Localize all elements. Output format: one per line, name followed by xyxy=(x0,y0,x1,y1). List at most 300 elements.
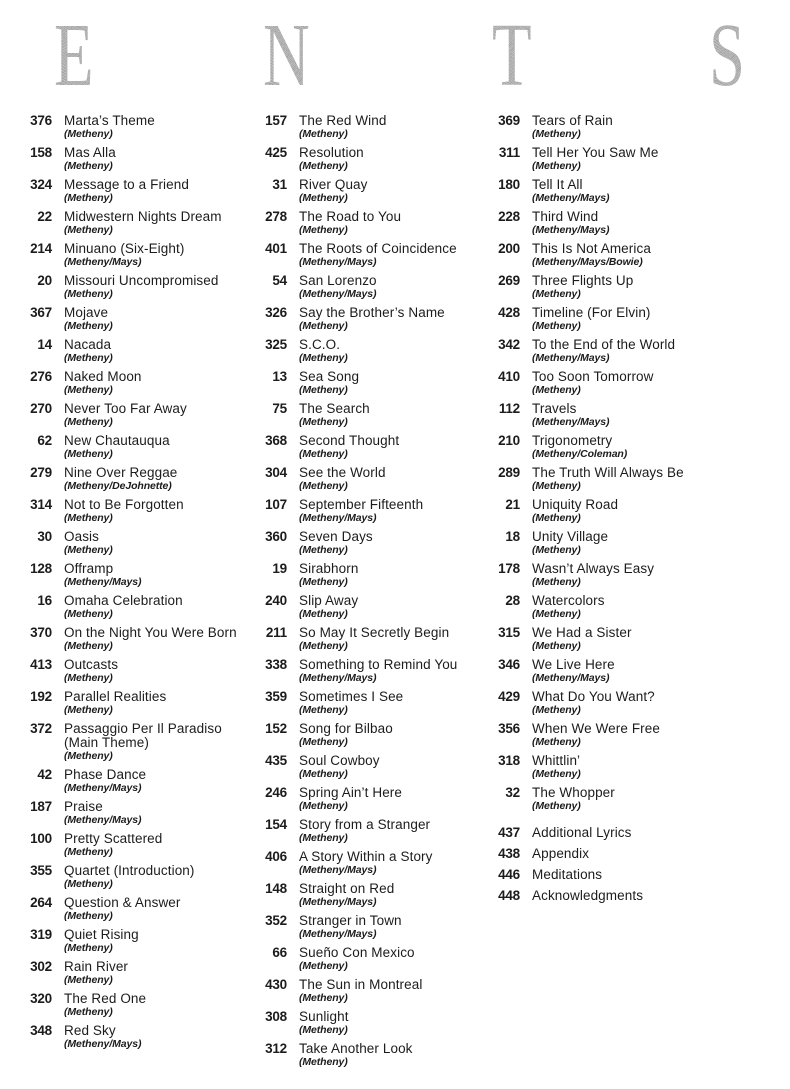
page-number: 429 xyxy=(498,689,520,704)
page-number: 315 xyxy=(498,625,520,640)
composer-credit: (Metheny) xyxy=(299,704,348,716)
entry-text xyxy=(64,832,248,858)
song-title: Rain River xyxy=(64,959,129,974)
composer-credit: (Metheny/Mays) xyxy=(532,192,610,204)
page-number: 157 xyxy=(265,113,287,128)
page-number: 152 xyxy=(265,721,287,736)
toc-entry xyxy=(12,274,248,300)
toc-entry xyxy=(247,530,494,556)
toc-entry xyxy=(480,210,746,236)
toc-entry xyxy=(480,306,746,332)
page-number: 448 xyxy=(498,888,520,903)
entry-text xyxy=(532,114,746,140)
toc-entry xyxy=(12,626,248,652)
song-title: Wasn’t Always Easy xyxy=(532,561,655,576)
entry-text xyxy=(532,868,746,882)
composer-credit: (Metheny) xyxy=(64,672,113,684)
composer-credit: (Metheny) xyxy=(532,512,581,524)
toc-entry xyxy=(12,530,248,556)
page-number: 264 xyxy=(30,895,52,910)
composer-credit: (Metheny/Mays) xyxy=(64,814,142,826)
composer-credit: (Metheny) xyxy=(299,192,348,204)
song-title: Phase Dance xyxy=(64,767,147,782)
song-title: Too Soon Tomorrow xyxy=(532,369,654,384)
composer-credit: (Metheny) xyxy=(532,608,581,620)
entry-text xyxy=(64,960,248,986)
page-number: 304 xyxy=(265,465,287,480)
entry-text xyxy=(532,847,746,861)
page-number: 14 xyxy=(37,337,52,352)
composer-credit: (Metheny) xyxy=(64,384,113,396)
toc-entry xyxy=(247,562,494,588)
song-title: Uniquity Road xyxy=(532,497,619,512)
song-title: Red Sky xyxy=(64,1023,116,1038)
entry-text xyxy=(64,434,248,460)
page-number: 31 xyxy=(272,177,287,192)
entry-text xyxy=(64,114,248,140)
page-number: 356 xyxy=(498,721,520,736)
toc-entry xyxy=(247,754,494,780)
page-number: 128 xyxy=(30,561,52,576)
composer-credit: (Metheny) xyxy=(532,128,581,140)
entry-text xyxy=(64,928,248,954)
entry-text xyxy=(299,818,494,844)
entry-text xyxy=(299,338,494,364)
song-title: Story from a Stranger xyxy=(299,817,431,832)
entry-text xyxy=(532,242,746,268)
toc-entry xyxy=(247,882,494,908)
page-number: 100 xyxy=(30,831,52,846)
toc-entry xyxy=(247,434,494,460)
toc-entry xyxy=(480,498,746,524)
toc-entry xyxy=(12,338,248,364)
page-number: 289 xyxy=(498,465,520,480)
page-number: 311 xyxy=(498,145,520,160)
page-number: 370 xyxy=(30,625,52,640)
toc-entry xyxy=(12,562,248,588)
entry-text xyxy=(532,146,746,172)
song-title: Omaha Celebration xyxy=(64,593,183,608)
song-title: Sea Song xyxy=(299,369,360,384)
song-title: Something to Remind You xyxy=(299,657,458,672)
composer-credit: (Metheny) xyxy=(64,750,113,762)
entry-text xyxy=(64,210,248,236)
entry-text xyxy=(299,1010,494,1036)
entry-text xyxy=(299,914,494,940)
page-number: 406 xyxy=(265,849,287,864)
song-title: This Is Not America xyxy=(532,241,651,256)
entry-text xyxy=(532,178,746,204)
toc-entry xyxy=(247,658,494,684)
composer-credit: (Metheny) xyxy=(64,544,113,556)
composer-credit: (Metheny) xyxy=(299,736,348,748)
composer-credit: (Metheny/Mays) xyxy=(532,352,610,364)
toc-entry xyxy=(247,850,494,876)
page-number: 352 xyxy=(265,913,287,928)
entry-text xyxy=(299,466,494,492)
entry-text xyxy=(64,530,248,556)
song-title: The Sun in Montreal xyxy=(299,977,423,992)
toc-entry xyxy=(247,402,494,428)
toc-entry xyxy=(12,498,248,524)
song-title: Spring Ain’t Here xyxy=(299,785,403,800)
composer-credit: (Metheny) xyxy=(299,128,348,140)
entry-text xyxy=(532,562,746,588)
entry-text xyxy=(64,306,248,332)
toc-entry xyxy=(12,114,248,140)
toc-entry xyxy=(480,722,746,748)
composer-credit: (Metheny/Mays) xyxy=(64,782,142,794)
song-title: Message to a Friend xyxy=(64,177,189,192)
heading-letter: E xyxy=(54,6,94,105)
song-title: Watercolors xyxy=(532,593,605,608)
entry-text xyxy=(299,498,494,524)
composer-credit: (Metheny) xyxy=(64,192,113,204)
composer-credit: (Metheny/Coleman) xyxy=(532,448,628,460)
entry-text xyxy=(299,306,494,332)
song-title: Offramp xyxy=(64,561,114,576)
song-title: Sirabhorn xyxy=(299,561,359,576)
composer-credit: (Metheny) xyxy=(532,704,581,716)
page-number: 112 xyxy=(498,401,520,416)
song-title: The Truth Will Always Be xyxy=(532,465,684,480)
song-title: Soul Cowboy xyxy=(299,753,380,768)
song-title: Quartet (Introduction) xyxy=(64,863,195,878)
composer-credit: (Metheny) xyxy=(532,320,581,332)
song-title: Trigonometry xyxy=(532,433,613,448)
page-number: 342 xyxy=(498,337,520,352)
toc-entry xyxy=(247,690,494,716)
composer-credit: (Metheny/Mays) xyxy=(532,672,610,684)
song-title: Midwestern Nights Dream xyxy=(64,209,222,224)
toc-entry xyxy=(12,402,248,428)
toc-entry xyxy=(247,146,494,172)
song-title: Three Flights Up xyxy=(532,273,634,288)
toc-entry xyxy=(247,338,494,364)
song-title: We Had a Sister xyxy=(532,625,632,640)
composer-credit: (Metheny) xyxy=(64,910,113,922)
entry-text xyxy=(532,466,746,492)
page-number: 158 xyxy=(30,145,52,160)
toc-entry xyxy=(12,466,248,492)
page-number: 21 xyxy=(505,497,520,512)
entry-text xyxy=(299,722,494,748)
page-number: 348 xyxy=(30,1023,52,1038)
toc-entry xyxy=(247,498,494,524)
page-number: 428 xyxy=(498,305,520,320)
toc-entry xyxy=(480,626,746,652)
entry-text xyxy=(299,594,494,620)
entry-text xyxy=(299,114,494,140)
toc-entry xyxy=(247,1042,494,1068)
entry-text xyxy=(299,658,494,684)
composer-credit: (Metheny) xyxy=(299,224,348,236)
page-number: 276 xyxy=(30,369,52,384)
song-title: The Red Wind xyxy=(299,113,387,128)
entry-text xyxy=(64,146,248,172)
toc-entry xyxy=(480,146,746,172)
composer-credit: (Metheny) xyxy=(532,384,581,396)
composer-credit: (Metheny) xyxy=(299,480,348,492)
entry-text xyxy=(64,992,248,1018)
composer-credit: (Metheny) xyxy=(299,800,348,812)
entry-text xyxy=(532,690,746,716)
page-number: 270 xyxy=(30,401,52,416)
entry-text xyxy=(299,978,494,1004)
entry-text xyxy=(532,722,746,748)
page-number: 154 xyxy=(265,817,287,832)
contents-heading xyxy=(0,0,790,112)
composer-credit: (Metheny) xyxy=(64,288,113,300)
entry-text xyxy=(299,690,494,716)
song-title: What Do You Want? xyxy=(532,689,655,704)
composer-credit: (Metheny) xyxy=(64,416,113,428)
entry-text xyxy=(299,530,494,556)
entry-text xyxy=(532,530,746,556)
entry-text xyxy=(532,402,746,428)
page-number: 228 xyxy=(498,209,520,224)
entry-text xyxy=(299,882,494,908)
composer-credit: (Metheny) xyxy=(299,416,348,428)
composer-credit: (Metheny) xyxy=(64,160,113,172)
composer-credit: (Metheny) xyxy=(299,448,348,460)
page-number: 279 xyxy=(30,465,52,480)
back-matter-section xyxy=(480,826,746,903)
song-title: Nacada xyxy=(64,337,112,352)
entry-text xyxy=(64,594,248,620)
toc-entry xyxy=(12,434,248,460)
song-title: Say the Brother’s Name xyxy=(299,305,445,320)
composer-credit: (Metheny/Mays) xyxy=(64,576,142,588)
entry-text xyxy=(64,800,248,826)
page-number: 318 xyxy=(498,753,520,768)
entry-text xyxy=(299,946,494,972)
song-title: The Search xyxy=(299,401,370,416)
page-number: 338 xyxy=(265,657,287,672)
composer-credit: (Metheny) xyxy=(64,320,113,332)
composer-credit: (Metheny/Mays) xyxy=(299,864,377,876)
song-title: Tell Her You Saw Me xyxy=(532,145,659,160)
page-number: 446 xyxy=(498,867,520,882)
toc-entry xyxy=(480,594,746,620)
page-number: 62 xyxy=(37,433,52,448)
page-number: 401 xyxy=(265,241,287,256)
song-title: Sueño Con Mexico xyxy=(299,945,415,960)
toc-entry xyxy=(480,242,746,268)
song-title: S.C.O. xyxy=(299,337,341,352)
heading-letter: T xyxy=(492,6,532,105)
heading-letter: N xyxy=(263,6,310,105)
toc-entry xyxy=(480,786,746,812)
toc-entry xyxy=(247,914,494,940)
song-title: San Lorenzo xyxy=(299,273,377,288)
composer-credit: (Metheny) xyxy=(532,288,581,300)
song-title: New Chautauqua xyxy=(64,433,170,448)
song-title: To the End of the World xyxy=(532,337,676,352)
composer-credit: (Metheny) xyxy=(532,768,581,780)
toc-entry xyxy=(12,722,248,762)
toc-entry xyxy=(480,658,746,684)
entry-text xyxy=(64,690,248,716)
toc-entry xyxy=(247,594,494,620)
song-title: Sunlight xyxy=(299,1009,349,1024)
composer-credit: (Metheny/Mays) xyxy=(299,288,377,300)
page-number: 413 xyxy=(30,657,52,672)
composer-credit: (Metheny/Mays) xyxy=(64,1038,142,1050)
toc-entry xyxy=(480,178,746,204)
page-number: 75 xyxy=(272,401,287,416)
composer-credit: (Metheny) xyxy=(299,960,348,972)
page-number: 214 xyxy=(30,241,52,256)
page-number: 438 xyxy=(498,846,520,861)
composer-credit: (Metheny) xyxy=(299,1024,348,1036)
composer-credit: (Metheny) xyxy=(532,544,581,556)
page-number: 30 xyxy=(37,529,52,544)
page-number: 437 xyxy=(498,825,520,840)
toc-entry xyxy=(480,847,746,861)
toc-column-3 xyxy=(480,114,746,910)
song-title: Outcasts xyxy=(64,657,119,672)
entry-text xyxy=(299,210,494,236)
song-title: The Road to You xyxy=(299,209,402,224)
composer-credit: (Metheny) xyxy=(299,768,348,780)
toc-entry xyxy=(12,242,248,268)
composer-credit: (Metheny) xyxy=(64,352,113,364)
toc-column-2 xyxy=(247,114,494,1074)
entry-text xyxy=(532,434,746,460)
song-title: Unity Village xyxy=(532,529,609,544)
composer-credit: (Metheny) xyxy=(532,640,581,652)
entry-text xyxy=(532,306,746,332)
composer-credit: (Metheny) xyxy=(299,608,348,620)
toc-entry xyxy=(480,114,746,140)
page-number: 22 xyxy=(37,209,52,224)
song-title: Slip Away xyxy=(299,593,359,608)
song-title: Third Wind xyxy=(532,209,599,224)
composer-credit: (Metheny) xyxy=(299,544,348,556)
page-number: 359 xyxy=(265,689,287,704)
toc-entry xyxy=(480,434,746,460)
composer-credit: (Metheny/Mays) xyxy=(299,672,377,684)
song-title: River Quay xyxy=(299,177,368,192)
song-title: Straight on Red xyxy=(299,881,395,896)
toc-entry xyxy=(480,370,746,396)
song-title: Additional Lyrics xyxy=(532,825,632,840)
toc-entry xyxy=(247,210,494,236)
page-number: 369 xyxy=(498,113,520,128)
toc-entry xyxy=(247,722,494,748)
song-title: Tell It All xyxy=(532,177,583,192)
song-title: Never Too Far Away xyxy=(64,401,187,416)
entry-text xyxy=(299,146,494,172)
page-number: 32 xyxy=(505,785,520,800)
entry-text xyxy=(299,370,494,396)
toc-entry xyxy=(247,626,494,652)
toc-entry xyxy=(247,178,494,204)
song-title: Travels xyxy=(532,401,577,416)
composer-credit: (Metheny) xyxy=(64,224,113,236)
song-title: Naked Moon xyxy=(64,369,142,384)
song-title: Quiet Rising xyxy=(64,927,139,942)
page-number: 326 xyxy=(265,305,287,320)
entry-text xyxy=(299,850,494,876)
page-number: 435 xyxy=(265,753,287,768)
page-number: 372 xyxy=(30,721,52,736)
entry-text xyxy=(532,274,746,300)
composer-credit: (Metheny/Mays) xyxy=(299,928,377,940)
toc-entry xyxy=(247,114,494,140)
composer-credit: (Metheny) xyxy=(299,384,348,396)
page-number: 178 xyxy=(498,561,520,576)
composer-credit: (Metheny) xyxy=(64,128,113,140)
song-title: Mojave xyxy=(64,305,109,320)
toc-entry xyxy=(12,992,248,1018)
composer-credit: (Metheny/Mays/Bowie) xyxy=(532,256,643,268)
toc-entry xyxy=(12,960,248,986)
song-title: Appendix xyxy=(532,846,590,861)
toc-entry xyxy=(247,274,494,300)
page-number: 367 xyxy=(30,305,52,320)
toc-entry xyxy=(480,274,746,300)
page-number: 325 xyxy=(265,337,287,352)
toc-column-1 xyxy=(12,114,248,1056)
toc-entry xyxy=(480,754,746,780)
page-number: 192 xyxy=(30,689,52,704)
song-title: When We Were Free xyxy=(532,721,660,736)
song-title: Question & Answer xyxy=(64,895,181,910)
composer-credit: (Metheny) xyxy=(299,640,348,652)
page-number: 210 xyxy=(498,433,520,448)
composer-credit: (Metheny) xyxy=(299,160,348,172)
page-number: 269 xyxy=(498,273,520,288)
composer-credit: (Metheny/Mays) xyxy=(532,224,610,236)
entry-text xyxy=(299,626,494,652)
song-title: The Red One xyxy=(64,991,147,1006)
composer-credit: (Metheny) xyxy=(64,878,113,890)
composer-credit: (Metheny) xyxy=(64,608,113,620)
toc-entry xyxy=(480,690,746,716)
entry-text xyxy=(64,466,248,492)
song-title: Not to Be Forgotten xyxy=(64,497,184,512)
page-number: 211 xyxy=(265,625,287,640)
toc-entry xyxy=(480,868,746,882)
toc-entry xyxy=(247,1010,494,1036)
composer-credit: (Metheny) xyxy=(532,160,581,172)
entry-text xyxy=(532,754,746,780)
song-title: Sometimes I See xyxy=(299,689,404,704)
composer-credit: (Metheny) xyxy=(64,974,113,986)
song-title: September Fifteenth xyxy=(299,497,424,512)
composer-credit: (Metheny) xyxy=(299,352,348,364)
composer-credit: (Metheny) xyxy=(532,576,581,588)
toc-entry xyxy=(247,946,494,972)
entry-text xyxy=(64,896,248,922)
toc-entry xyxy=(247,466,494,492)
entry-text xyxy=(532,370,746,396)
song-title: The Whopper xyxy=(532,785,615,800)
entry-text xyxy=(299,274,494,300)
composer-credit: (Metheny/Mays) xyxy=(299,256,377,268)
song-title: We Live Here xyxy=(532,657,615,672)
toc-entry xyxy=(12,146,248,172)
song-title: Nine Over Reggae xyxy=(64,465,178,480)
entry-text xyxy=(299,434,494,460)
song-title: Seven Days xyxy=(299,529,373,544)
toc-entry xyxy=(12,928,248,954)
song-title: Missouri Uncompromised xyxy=(64,273,219,288)
song-title: So May It Secretly Begin xyxy=(299,625,450,640)
composer-credit: (Metheny) xyxy=(64,942,113,954)
